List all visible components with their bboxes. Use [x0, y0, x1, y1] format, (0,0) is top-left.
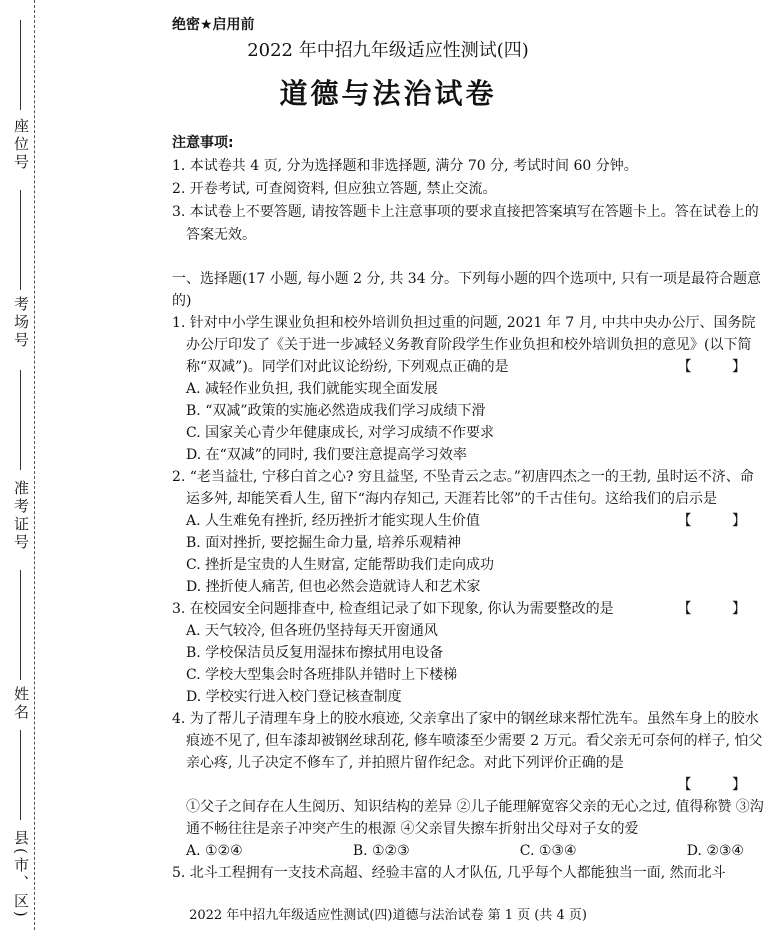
exam-title: 道德与法治试卷: [279, 77, 497, 110]
question-stem: 1. 针对中小学生课业负担和校外培训负担过重的问题, 2021 年 7 月, 中共中央办公厅、国务院办公厅印发了《关于进一步减轻义务教育阶段学生作业负担和校外培训负担的意见》(以下简称“双减”)。同学们对此议论纷纷, 下列观点正确的是: [172, 315, 756, 375]
question-stem: 2. “老当益壮, 宁移白首之心? 穷且益坚, 不坠青云之志。”初唐四杰之一的王勃, 虽时运不济、命运多舛, 却能笑看人生, 留下“海内存知己, 天涯若比邻”的千古佳句。这给我们的启示是: [172, 469, 754, 507]
seat-label: 座位号: [12, 118, 30, 172]
answer-bracket: 【 】: [677, 777, 764, 793]
room-label: 考场号: [12, 296, 30, 350]
binding-strip: [0, 0, 56, 930]
question-2: [172, 466, 764, 598]
option: D. ②③④: [686, 843, 744, 859]
option: C. 国家关心青少年健康成长, 对学习成绩不作要求: [186, 425, 495, 441]
secret-mark: 绝密★启用前: [172, 17, 255, 33]
option: B. 面对挫折, 要挖掘生命力量, 培养乐观精神: [186, 535, 461, 551]
county-blank-line: [20, 730, 21, 820]
option: B. 学校保洁员反复用湿抹布擦拭用电设备: [186, 645, 444, 661]
name-label: 姓名: [12, 686, 30, 722]
option: C. 挫折是宝贵的人生财富, 定能帮助我们走向成功: [186, 557, 495, 573]
question-stem: 4. 为了帮儿子清理车身上的胶水痕迹, 父亲拿出了家中的钢丝球来帮忙洗车。虽然车身上的胶水痕迹不见了, 但车漆却被钢丝球刮花, 修车喷漆至少需要 2 万元。看父亲无可奈何的样子, 怕父亲心疼, 儿子决定不修车了, 并拍照片留作纪念。对此下列评价正确的是: [172, 711, 763, 771]
option: A. 天气较冷, 但各班仍坚持每天开窗通风: [186, 623, 438, 639]
binding-dashed-line: [34, 0, 36, 930]
answer-bracket: 【 】: [677, 359, 764, 375]
question-stem: 5. 北斗工程拥有一支技术高超、经验丰富的人才队伍, 几乎每个人都能独当一面, 然而北斗: [172, 865, 726, 881]
option: B. ①②③: [352, 843, 410, 859]
notice-item: 1. 本试卷共 4 页, 分为选择题和非选择题, 满分 70 分, 考试时间 60 分钟。: [172, 158, 638, 174]
question-5: [172, 862, 764, 884]
choice-row: [172, 840, 764, 862]
notice-item: 2. 开卷考试, 可查阅资料, 但应独立答题, 禁止交流。: [172, 181, 497, 197]
ticket-label: 准考证号: [12, 480, 30, 552]
option: C. 学校大型集会时各班排队并错时上下楼梯: [186, 667, 458, 683]
notice-item: 3. 本试卷上不要答题, 请按答题卡上注意事项的要求直接把答案填写在答题卡上。答在试卷上的答案无效。: [172, 204, 759, 243]
question-stem: 3. 在校园安全问题排查中, 检查组记录了如下现象, 你认为需要整改的是: [172, 601, 614, 617]
page-footer: 2022 年中招九年级适应性测试(四)道德与法治试卷 第 1 页 (共 4 页): [189, 908, 587, 923]
county-label: 县(市、区): [12, 830, 30, 920]
answer-bracket: 【 】: [677, 513, 764, 529]
choice-section: [172, 268, 764, 884]
answer-bracket: 【 】: [677, 601, 764, 617]
option: D. 在“双减”的同时, 我们要注意提高学习效率: [186, 447, 467, 463]
notice-heading: 注意事项:: [172, 135, 234, 151]
option: C. ①③④: [519, 843, 577, 859]
notice-block: [172, 132, 764, 247]
section-heading: 一、选择题(17 小题, 每小题 2 分, 共 34 分。下列每小题的四个选项中, 只有一项是最符合题意的): [172, 271, 761, 309]
option: A. 人生难免有挫折, 经历挫折才能实现人生价值: [186, 513, 480, 529]
option: A. 减轻作业负担, 我们就能实现全面发展: [186, 381, 438, 397]
question-statements: ①父子之间存在人生阅历、知识结构的差异 ②儿子能理解宽容父亲的无心之过, 值得称赞 ③沟通不畅往往是亲子冲突产生的根源 ④父亲冒失擦车折射出父母对子女的爱: [186, 799, 764, 837]
question-4: [172, 708, 764, 862]
question-1: [172, 312, 764, 466]
option: B. “双减”政策的实施必然造成我们学习成绩下滑: [186, 403, 486, 419]
option: A. ①②④: [186, 843, 243, 859]
option: D. 学校实行进入校门登记核查制度: [186, 689, 402, 705]
ticket-blank-line: [20, 370, 21, 470]
question-3: [172, 598, 764, 708]
exam-subtitle: 2022 年中招九年级适应性测试(四): [247, 40, 529, 61]
option: D. 挫折使人痛苦, 但也必然会造就诗人和艺术家: [186, 579, 481, 595]
room-blank-line: [20, 190, 21, 290]
name-blank-line: [20, 570, 21, 680]
